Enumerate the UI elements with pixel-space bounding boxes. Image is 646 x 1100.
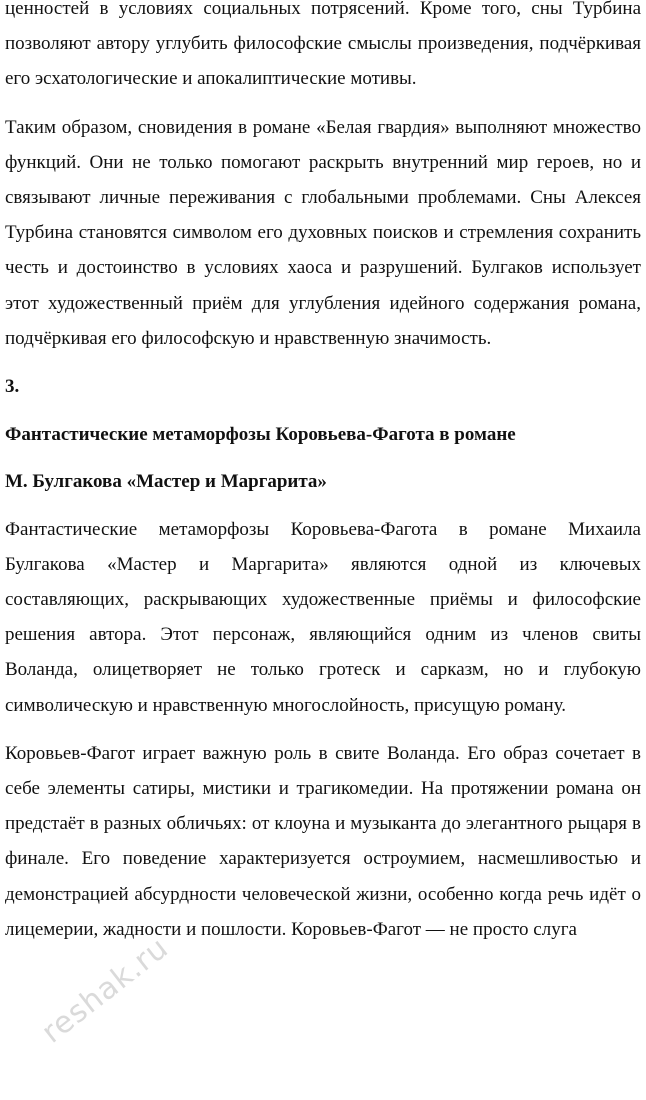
paragraph-white-guard-summary: Таким образом, сновидения в романе «Белая гвардия» выполняют множество функций. Они не только помогают раскрыть внутренний мир героев, но и связывают личные переживания с глобальными проблемами. Сны Алексея Турбина становятся символом его духовных поисков и стремления сохранить честь и достоинство в условиях хаоса и разрушений. Булгаков использует этот художественный приём для углубления идейного содержания романа, подчёркивая его философскую и нравственную значимость. xyxy=(5,116,641,349)
section-title-line1: Фантастические метаморфозы Коровьева-Фагота в романе xyxy=(5,424,516,446)
section-number: 3. xyxy=(5,376,20,398)
watermark: reshak.ru xyxy=(34,929,176,1051)
document-page xyxy=(5,0,641,960)
paragraph-koroviev-role: Коровьев-Фагот играет важную роль в свите Воланда. Его образ сочетает в себе элементы сатиры, мистики и трагикомедии. На протяжении романа он предстаёт в разных обличьях: от клоуна и музыканта до элегантного рыцаря в финале. Его поведение характеризуется остроумием, насмешливостью и демонстрацией абсурдности человеческой жизни, особенно когда речь идёт о лицемерии, жадности и пошлости. Коровьев-Фагот — не просто слуга xyxy=(5,742,641,940)
section-title-line2: М. Булгакова «Мастер и Маргарита» xyxy=(5,471,327,493)
paragraph-dreams-conclusion: ценностей в условиях социальных потрясений. Кроме того, сны Турбина позволяют автору углубить философские смыслы произведения, подчёркивая его эсхатологические и апокалиптические мотивы. xyxy=(5,0,641,90)
paragraph-koroviev-intro: Фантастические метаморфозы Коровьева-Фагота в романе Михаила Булгакова «Мастер и Маргарита» являются одной из ключевых составляющих, раскрывающих художественные приёмы и философские решения автора. Этот персонаж, являющийся одним из членов свиты Воланда, олицетворяет не только гротеск и сарказм, но и глубокую символическую и нравственную многослойность, присущую роману. xyxy=(5,518,641,716)
